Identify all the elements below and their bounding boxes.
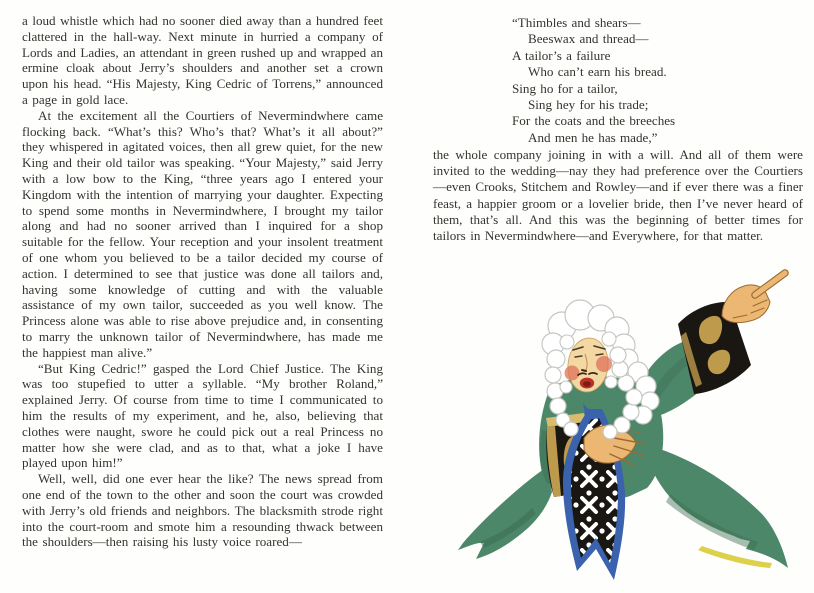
tailor-song-poem: [512, 15, 675, 146]
robe-left-wing: [458, 466, 552, 559]
singing-justice-illustration: [450, 262, 810, 593]
pointing-hand: [722, 273, 785, 323]
nostril: [582, 370, 586, 371]
poem-line: “Thimbles and shears—: [512, 15, 641, 30]
poem-line: Beeswax and thread—: [528, 31, 649, 47]
left-paragraph-1: a loud whistle which had no sooner died away than a hundred feet clattered in the hall-way. Next minute in hurried a company of Lords and Ladies, an attendant in green rushed up and wrapped an ermine cloak about Jerry’s shoulders and another set a crown upon his head. “His Majesty, King Cedric of Torrens,” announced a page in gold lace.: [22, 13, 383, 107]
robe-right-tail: [643, 444, 788, 568]
poem-line: And men he has made,”: [528, 129, 658, 145]
poem-line: Who can’t earn his bread.: [528, 64, 667, 80]
left-paragraph-4: Well, well, did one ever hear the like? The news spread from one end of the town to the other and soon the court was crowded with Jerry’s old friends and neighbors. The blacksmith strode right into the court-room and smote him a resounding thwack between the shoulders—then raising his lusty voice roared—: [22, 471, 383, 550]
poem-line: Sing ho for a tailor,: [512, 80, 618, 96]
poem-line: Sing hey for his trade;: [528, 97, 649, 113]
left-page: [22, 13, 383, 550]
left-paragraph-2: At the excitement all the Courtiers of Nevermindwhere came flocking back. “What’s this? Who’s that? What’s it all about?” they whispered in agitated voices, then all grew quiet, for the new King and their old tailor was speaking. “Your Majesty,” said Jerry with a low bow to the King, “three years ago I entered your Kingdom with the intention of marrying your daughter. Expecting to spend some months in Nevermindwhere, I brought my tailor along and had no sooner arrived than I inquired for a shop suitable for the fellow. Your reception and your insolent treatment of one whom you believed to be a tailor decided my course of action. I determined to see that justice was done all tailors and, having some knowledge of cutting and with the valuable assistance of my own tailor, succeeded as you well know. The Princess alone was able to rise above prejudice and, in consenting to marry the unknown tailor of Nevermindwhere, has made me the happiest man alive.”: [22, 107, 383, 360]
poem-line: For the coats and the breeches: [512, 113, 676, 129]
poem-line: A tailor’s a failure: [512, 47, 611, 63]
left-paragraph-3: “But King Cedric!” gasped the Lord Chief Justice. The King was too stupefied to utter a syllable. “My brother Roland,” explained Jerry. Of course from time to time I communicated to him the results of my experiment, and he, also, believing that clothes were naught, swore he could pick out a real Princess no matter how she were clad, and as to that, what a joke I have played upon him!”: [22, 360, 383, 471]
right-paragraph: the whole company joining in with a will. And all of them were invited to the wedding—nay they had preference over the Courtiers—even Crooks, Stitchem and Rowley—and if ever there was a finer feast, a happier groom or a lovelier bride, then I’ve never heard of them, that’s all. And this was the beginning of better times for tailors in Nevermindwhere—and Everywhere, for that matter.: [433, 147, 803, 244]
